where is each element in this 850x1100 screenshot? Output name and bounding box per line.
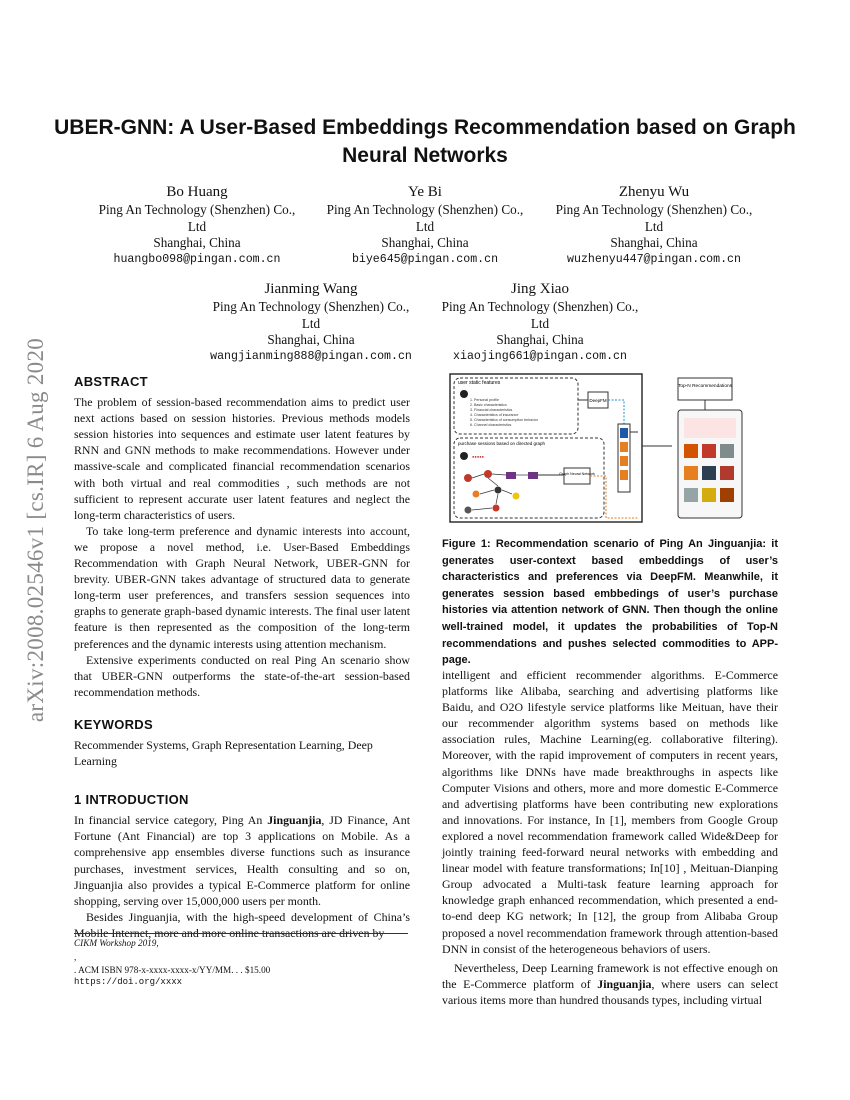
item-node — [506, 472, 516, 479]
topn-box — [678, 378, 732, 400]
arxiv-sidebar — [6, 290, 66, 770]
author-block — [539, 182, 769, 268]
figure-1 — [446, 372, 782, 526]
footnote-isbn: . ACM ISBN 978-x-xxxx-xxxx-x/YY/MM. . . $15.00 — [74, 965, 271, 975]
footnote-doi[interactable]: https://doi.org/xxxx — [74, 976, 183, 987]
user-static-label: user static features — [458, 380, 501, 386]
author-name: Ye Bi — [408, 184, 442, 200]
author-name: Jianming Wang — [264, 281, 358, 297]
author-name: Jing Xiao — [511, 281, 569, 297]
feature-list-item: 6. Channel characteristics — [470, 423, 512, 427]
sessions-label: purchase sessions based on directed graph — [458, 441, 546, 446]
abstract-paragraph: Extensive experiments conducted on real Ping An scenario show that UBER-GNN outperforms the state-of-the-art session-based recommendation methods. — [74, 652, 410, 699]
session-tag: ●●●●● — [472, 454, 485, 459]
author-affiliation-cont: Ltd — [644, 218, 664, 234]
author-block — [196, 279, 426, 365]
app-product — [684, 466, 698, 480]
footnote-venue: CIKM Workshop 2019, — [74, 938, 159, 948]
author-affiliation: Ping An Technology (Shenzhen) Co., — [98, 202, 296, 217]
gnn-label: Graph Neural Network — [559, 472, 595, 476]
user-icon — [460, 452, 468, 460]
embedding-cell — [620, 470, 628, 480]
footnote-comma: , — [74, 951, 77, 962]
app-product — [702, 488, 716, 502]
item-node — [495, 487, 502, 494]
intro-text: , JD Finance, Ant Fortune (Ant Financial) are top 3 applications on Mobile. As a comprehensive app ensembles diverse functions such as insurance purchases, investment services, Health consulting and so on, Jinguanjia also provides a typical E-Commerce platform for online shopping, serving over 15,000,000 users per month. — [74, 813, 410, 908]
topn-label: Top-N Recommendations — [677, 384, 733, 389]
body-paragraph — [442, 960, 778, 1008]
intro-text: In financial service category, Ping An — [74, 813, 268, 828]
deepfm-label: DeepFM — [589, 398, 607, 403]
item-node — [484, 470, 492, 478]
body-paragraph: intelligent and efficient recommender algorithms. E-Commerce platforms like Alibaba, searching and advertising platforms like Baidu, and O2O lifestyle service platforms like Meituan, have their our recommender algorithm systems based on methods like association rules, Machine Learning(eg. collaborative filtering). Moreover, with the rapid improvement of computers in recent years, algorithms like DNNs have made breakthroughs in aspects like Computer Visions and others, more and more domestic E-Commerce and advertising platforms have been contributing new explorations and innovations. For instance, In [1], members from Google Group explored a novel recommendation framework called Wide&Deep for jointly training feed-forward neural networks with embedding and linear model with feature transformations; In[10] , Meituan-Dianping Group advocated a Multi-task feature learning approach for knowledge graph enhanced recommendation, which presented a end-to-end deep KG network; In [12], the group from Alibaba Group proposed a novel recommendation framework through attention-based DNN in consist of the heterogeneous behaviors of users. — [442, 668, 778, 956]
app-name-emphasis: Jinguanjia — [267, 813, 322, 828]
item-node — [528, 472, 538, 479]
author-affiliation-cont: Ltd — [415, 218, 435, 234]
item-node — [465, 507, 472, 514]
feature-list-item: 4. Characteristics of insurance — [470, 413, 519, 417]
app-name-emphasis: Jinguanjia — [597, 976, 652, 991]
body-text: , where users can select various items more than hundred thousands types, including virtual — [442, 976, 779, 1007]
app-product — [720, 444, 734, 458]
author-affiliation: Ping An Technology (Shenzhen) Co., — [555, 202, 753, 217]
body-text: Nevertheless, Deep Learning framework is not effective enough on the E-Commerce platform of — [442, 960, 778, 991]
item-node — [464, 474, 472, 482]
abstract-paragraph: The problem of session-based recommendation aims to predict user next actions based on session histories. Previous methods models session histories into sequences and estimate user latent features by RNN and GNN methods to make recommendations. However under massive-scale and complicated financial recommendation scenarios with both virtual and real commodities , such methods are not sufficient to represent accurate user latent features and neglect the long-term characteristics of users. — [74, 395, 410, 522]
embedding-cell — [620, 428, 628, 438]
author-email[interactable]: xiaojing661@pingan.com.cn — [453, 349, 627, 363]
feature-list-item: 5. Characteristics of consumption behavior — [470, 418, 538, 422]
abstract-heading: ABSTRACT — [74, 374, 148, 389]
arxiv-identifier: arXiv:2008.02546v1 [cs.IR] 6 Aug 2020 — [23, 337, 48, 723]
author-email[interactable]: huangbo098@pingan.com.cn — [113, 252, 281, 266]
item-node — [513, 493, 520, 500]
author-affiliation: Ping An Technology (Shenzhen) Co., — [441, 299, 639, 314]
author-affiliation: Ping An Technology (Shenzhen) Co., — [212, 299, 410, 314]
footnote-rule — [74, 933, 408, 934]
keywords-text: Recommender Systems, Graph Representation Learning, Deep Learning — [74, 737, 373, 769]
app-product — [684, 488, 698, 502]
app-product — [720, 488, 734, 502]
app-product — [702, 466, 716, 480]
right-column — [442, 667, 778, 1008]
feature-list-item: 1. Personal profile — [470, 398, 499, 402]
author-block — [82, 182, 312, 268]
author-email[interactable]: wuzhenyu447@pingan.com.cn — [567, 252, 741, 266]
author-email[interactable]: wangjianming888@pingan.com.cn — [210, 349, 412, 363]
feature-list-item: 3. Financial characteristics — [470, 408, 513, 412]
author-email[interactable]: biye645@pingan.com.cn — [351, 252, 499, 266]
author-location: Shanghai, China — [496, 332, 584, 347]
abstract-paragraph: To take long-term preference and dynamic interests into account, we propose a novel method, i.e. User-Based Embeddings Recommendation with Graph Neural Network, UBER-GNN for brevity. UBER-GNN takes advantage of structured data to generate long-term user preferences, and transfers session sequences into graphs to generate graph-based dynamic interests. The final user latent feature is then represented as the composition of the long-term preferences and the dynamic interests using attention mechanism. — [74, 523, 410, 651]
author-name: Bo Huang — [166, 184, 228, 200]
introduction-heading: 1 INTRODUCTION — [74, 792, 189, 808]
author-block — [310, 182, 540, 268]
user-icon — [460, 390, 468, 398]
author-block — [425, 279, 655, 365]
app-product — [684, 444, 698, 458]
author-affiliation-cont: Ltd — [187, 218, 207, 234]
author-affiliation: Ping An Technology (Shenzhen) Co., — [326, 202, 524, 217]
item-node — [493, 505, 500, 512]
gnn-box — [564, 468, 590, 484]
recommendation-diagram — [446, 372, 782, 526]
item-node — [473, 491, 480, 498]
author-location: Shanghai, China — [267, 332, 355, 347]
author-location: Shanghai, China — [153, 235, 241, 250]
author-affiliation-cont: Ltd — [301, 315, 321, 331]
figure-caption: Figure 1: Recommendation scenario of Ping An Jinguanjia: it generates user-context based embeddings of user’s characteristics and preferences via DeepFM. Meanwhile, it generates session based embbedings of user’s purchase histories via attention network of GNN. Then though the online well-trained model, it updates the probabilities of Top-N recommendations and pushes selected commodities to APP-page. — [442, 538, 778, 667]
app-banner — [684, 418, 736, 438]
footnote — [74, 938, 408, 988]
author-location: Shanghai, China — [610, 235, 698, 250]
feature-list-item: 2. Basic characteristics — [470, 403, 507, 407]
embedding-cell — [620, 442, 628, 452]
app-product — [720, 466, 734, 480]
left-column — [74, 374, 410, 941]
author-location: Shanghai, China — [381, 235, 469, 250]
app-product — [702, 444, 716, 458]
keywords-heading: KEYWORDS — [74, 716, 153, 732]
paper-title: UBER-GNN: A User-Based Embeddings Recommendation based on Graph Neural Networks — [54, 116, 796, 167]
intro-paragraph: Besides Jinguanjia, with the high-speed development of China’s Mobile Internet, more and more online transactions are driven by — [74, 909, 410, 940]
embedding-cell — [620, 456, 628, 466]
author-affiliation-cont: Ltd — [530, 315, 550, 331]
intro-paragraph — [74, 812, 410, 909]
author-name: Zhenyu Wu — [618, 184, 690, 200]
